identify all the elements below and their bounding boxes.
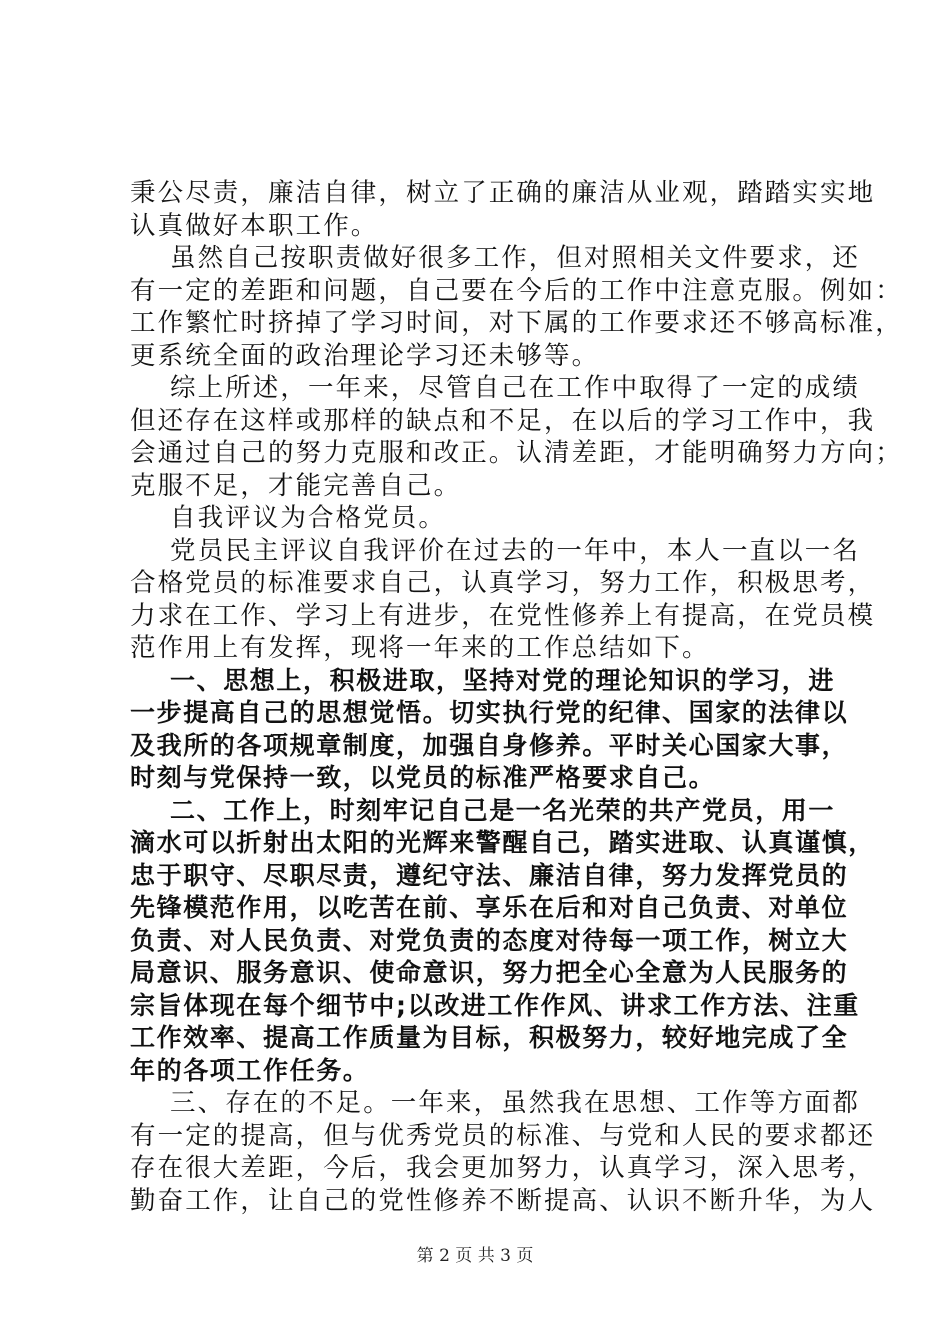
text-line: 综上所述，一年来，尽管自己在工作中取得了一定的成绩 <box>170 373 861 403</box>
text-line: 三、存在的不足。一年来，虽然我在思想、工作等方面都 <box>170 1088 861 1118</box>
text-line: 范作用上有发挥，现将一年来的工作总结如下。 <box>130 633 710 663</box>
text-line: 会通过自己的努力克服和改正。认清差距，才能明确努力方向； <box>130 438 903 468</box>
text-line: 认真做好本职工作。 <box>130 210 379 241</box>
text-line: 工作繁忙时挤掉了学习时间，对下属的工作要求还不够高标准， <box>130 308 903 338</box>
text-line: 秉公尽责，廉洁自律，树立了正确的廉洁从业观，踏踏实实地 <box>130 178 876 208</box>
text-line: 一、思想上，积极进取，坚持对党的理论知识的学习，进 <box>170 665 836 695</box>
text-line: 但还存在这样或那样的缺点和不足，在以后的学习工作中，我 <box>130 405 876 436</box>
text-line: 时刻与党保持一致，以党员的标准严格要求自己。 <box>130 763 716 792</box>
text-line: 力求在工作、学习上有进步，在党性修养上有提高，在党员模 <box>130 600 876 631</box>
text-line: 负责、对人民负责、对党负责的态度对待每一项工作，树立大 <box>130 925 849 955</box>
text-line: 更系统全面的政治理论学习还未够等。 <box>130 340 600 371</box>
text-line: 滴水可以折射出太阳的光辉来警醒自己，踏实进取、认真谨慎， <box>130 828 875 857</box>
text-line: 克服不足，才能完善自己。 <box>130 470 462 501</box>
page-footer: 第 2 页 共 3 页 <box>416 1246 534 1266</box>
text-line: 虽然自己按职责做好很多工作，但对照相关文件要求，还 <box>170 243 861 273</box>
text-line: 一步提高自己的思想觉悟。切实执行党的纪律、国家的法律以 <box>130 698 849 727</box>
text-line: 局意识、服务意识、使命意识，努力把全心全意为人民服务的 <box>130 958 849 987</box>
text-line: 宗旨体现在每个细节中;以改进工作作风、讲求工作方法、注重 <box>130 990 860 1020</box>
text-line: 勤奋工作，让自己的党性修养不断提高、认识不断升华，为人 <box>130 1185 876 1216</box>
text-line: 年的各项工作任务。 <box>130 1055 370 1085</box>
text-line: 合格党员的标准要求自己，认真学习，努力工作，积极思考， <box>130 568 876 598</box>
text-line: 忠于职守、尽职尽责，遵纪守法、廉洁自律，努力发挥党员的 <box>130 860 849 890</box>
text-line: 及我所的各项规章制度，加强自身修养。平时关心国家大事， <box>130 730 849 760</box>
text-line: 工作效率、提高工作质量为目标，积极努力，较好地完成了全 <box>130 1023 849 1052</box>
text-line: 有一定的差距和问题，自己要在今后的工作中注意克服。例如： <box>130 275 903 306</box>
text-line: 党员民主评议自我评价在过去的一年中，本人一直以一名 <box>170 535 861 566</box>
text-line: 二、工作上，时刻牢记自己是一名光荣的共产党员，用一 <box>170 795 836 825</box>
text-line: 自我评议为合格党员。 <box>170 503 447 533</box>
text-line: 先锋模范作用，以吃苦在前、享乐在后和对自己负责、对单位 <box>130 893 849 922</box>
text-line: 存在很大差距，今后，我会更加努力，认真学习，深入思考， <box>130 1153 876 1183</box>
text-line: 有一定的提高，但与优秀党员的标准、与党和人民的要求都还 <box>130 1120 876 1151</box>
